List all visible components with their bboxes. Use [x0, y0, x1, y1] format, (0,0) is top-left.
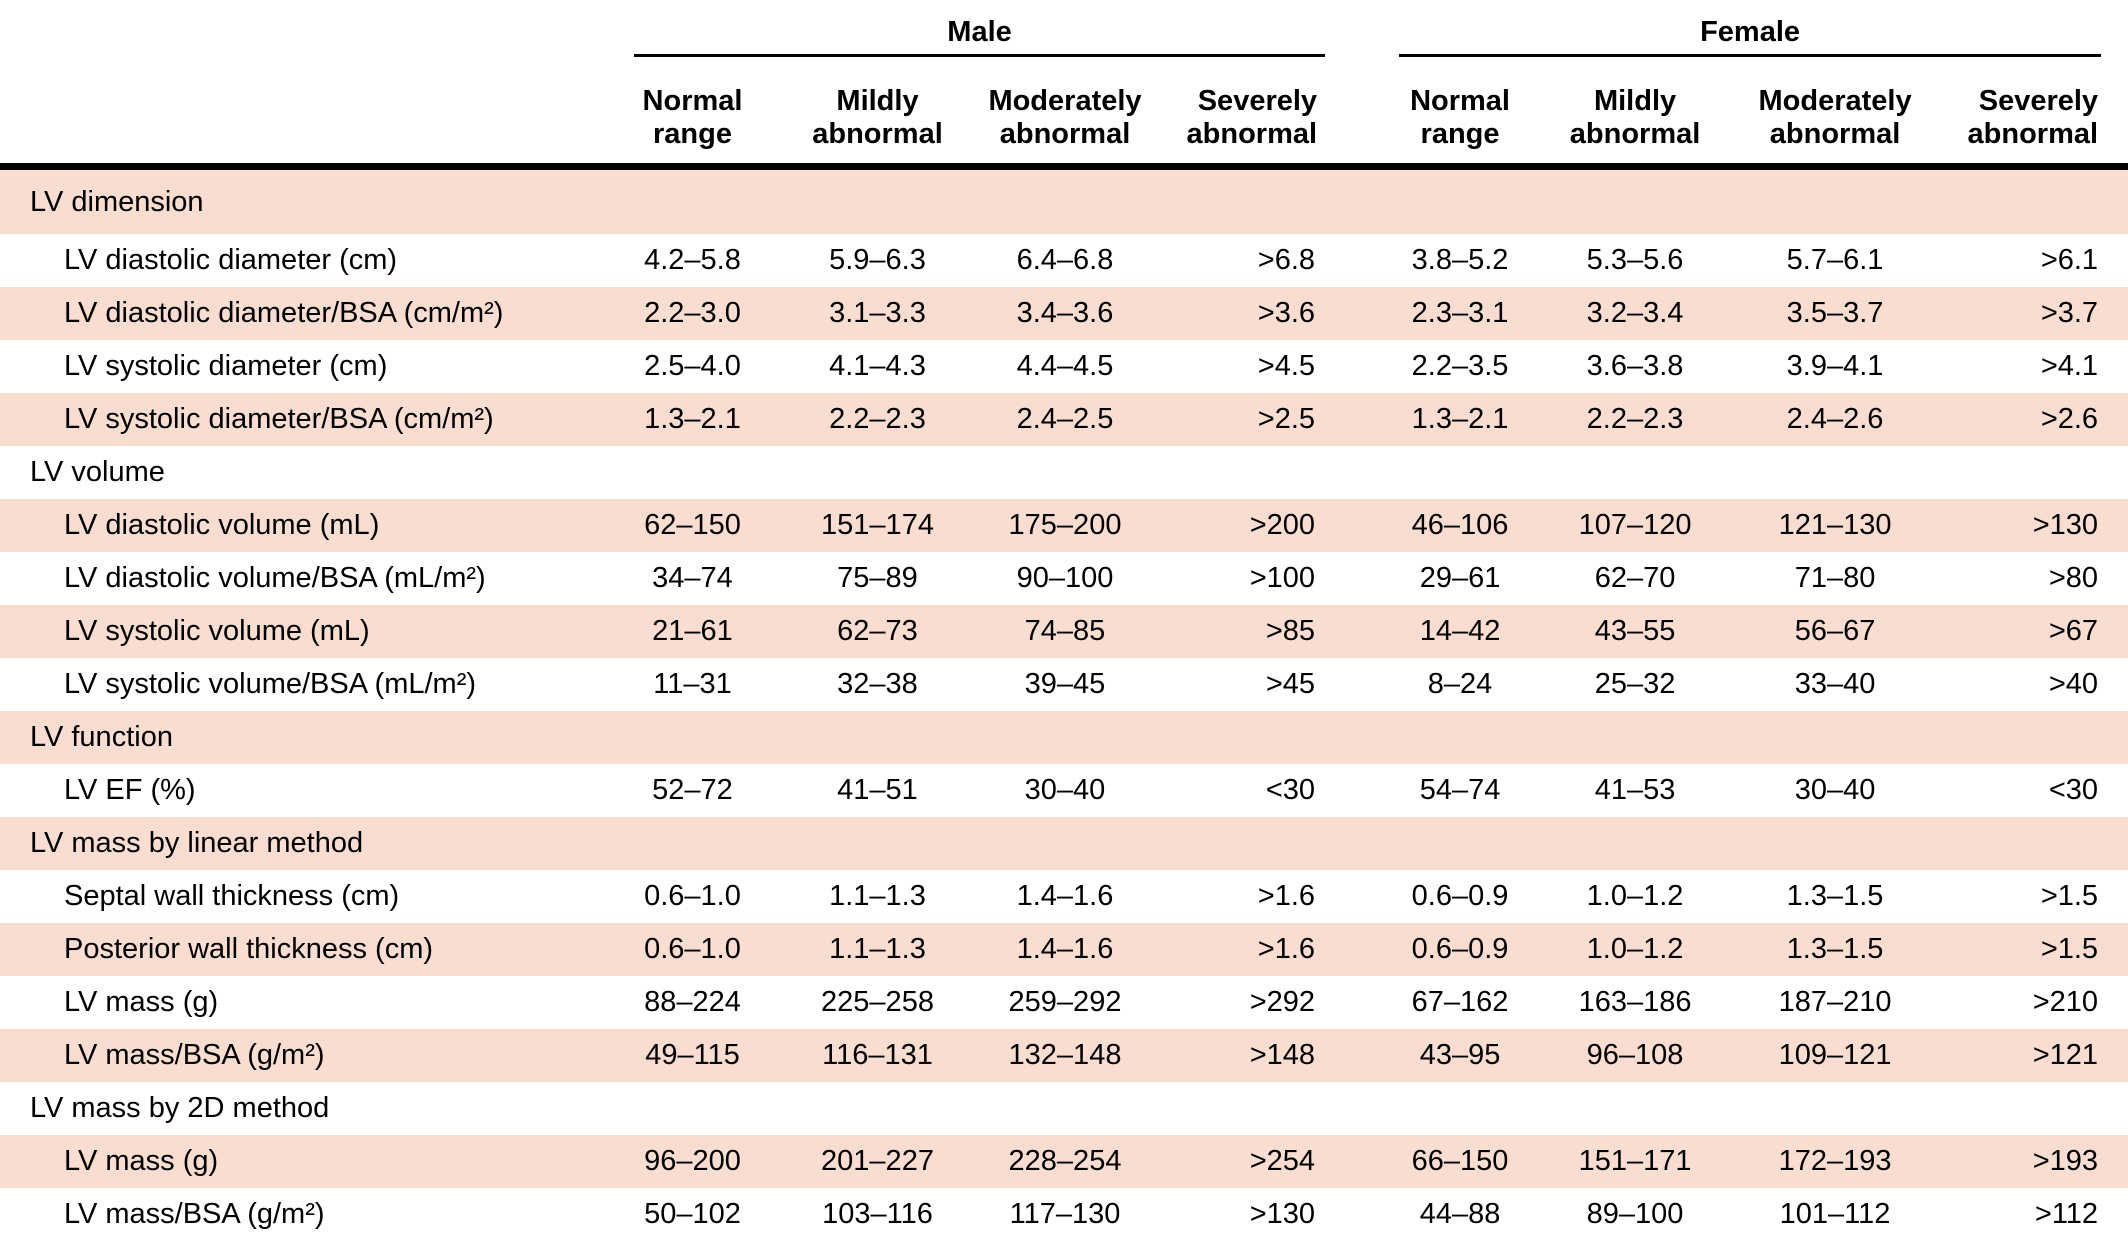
female-value-cell: 107–120	[1578, 509, 1692, 541]
group-header-row	[0, 0, 2128, 57]
male-value-cell: 225–258	[821, 986, 934, 1018]
female-value-cell: >112	[2034, 1198, 2099, 1230]
male-value-cell: >2.5	[1257, 403, 1316, 435]
male-value-cell: 4.2–5.8	[644, 244, 741, 276]
female-normal-range-header: Normal range	[1385, 57, 1535, 167]
female-value-cell: 5.3–5.6	[1586, 244, 1684, 276]
female-value-cell: 2.2–2.3	[1586, 403, 1684, 435]
male-mildly-abnormal-header: Mildly abnormal	[785, 57, 970, 167]
male-value-cell: 132–148	[1008, 1039, 1122, 1071]
table-header	[0, 0, 2128, 167]
column-group-male	[600, 0, 1325, 57]
male-value-cell: 50–102	[644, 1198, 741, 1230]
section-label: LV volume	[30, 456, 165, 488]
male-value-cell: 0.6–1.0	[644, 933, 741, 965]
row-label: LV diastolic diameter/BSA (cm/m²)	[64, 297, 504, 329]
row-gap	[1325, 923, 1385, 976]
table-row	[0, 499, 2128, 552]
male-value-cell: <30	[1265, 774, 1316, 806]
female-moderately-abnormal-header: Moderately abnormal	[1735, 57, 1935, 167]
male-value-cell: 11–31	[653, 668, 732, 700]
female-value-cell: 66–150	[1411, 1145, 1509, 1177]
male-value-cell: 3.1–3.3	[829, 297, 926, 329]
female-value-cell: >4.1	[2040, 350, 2099, 382]
row-label: LV systolic diameter/BSA (cm/m²)	[64, 403, 494, 435]
male-value-cell: 39–45	[1024, 668, 1106, 700]
table-row	[0, 870, 2128, 923]
row-gap	[1325, 764, 1385, 817]
row-label: LV systolic volume (mL)	[64, 615, 370, 647]
female-value-cell: 8–24	[1427, 668, 1493, 700]
row-gap	[1325, 393, 1385, 446]
male-value-cell: 32–38	[837, 668, 918, 700]
male-value-cell: >130	[1249, 1198, 1316, 1230]
row-gap	[1325, 1135, 1385, 1188]
male-value-cell: 117–130	[1009, 1198, 1121, 1230]
female-value-cell: >6.1	[2040, 244, 2099, 276]
male-value-cell: >45	[1265, 668, 1316, 700]
row-label: LV mass (g)	[64, 986, 219, 1018]
female-value-cell: 71–80	[1794, 562, 1876, 594]
female-value-cell: 44–88	[1419, 1198, 1501, 1230]
table-row	[0, 1135, 2128, 1188]
row-gap	[1325, 1029, 1385, 1082]
female-value-cell: 163–186	[1578, 986, 1692, 1018]
female-value-cell: 33–40	[1794, 668, 1876, 700]
male-value-cell: 2.2–3.0	[644, 297, 741, 329]
male-value-cell: 175–200	[1008, 509, 1122, 541]
male-value-cell: 90–100	[1016, 562, 1114, 594]
male-value-cell: 88–224	[644, 986, 741, 1018]
male-value-cell: 75–89	[837, 562, 918, 594]
male-value-cell: >6.8	[1257, 244, 1316, 276]
male-value-cell: >85	[1265, 615, 1316, 647]
female-value-cell: 109–121	[1778, 1039, 1892, 1071]
row-gap	[1325, 499, 1385, 552]
female-value-cell: >40	[2048, 668, 2099, 700]
table-row	[0, 393, 2128, 446]
column-header-row	[0, 57, 2128, 167]
male-value-cell: 4.4–4.5	[1016, 350, 1114, 382]
male-value-cell: 228–254	[1008, 1145, 1122, 1177]
row-gap	[1325, 552, 1385, 605]
female-value-cell: 1.3–1.5	[1786, 933, 1884, 965]
row-gap	[1325, 340, 1385, 393]
row-label: LV mass/BSA (g/m²)	[64, 1198, 325, 1230]
female-value-cell: >67	[2048, 615, 2099, 647]
female-value-cell: 2.3–3.1	[1411, 297, 1509, 329]
female-value-cell: 1.3–2.1	[1411, 403, 1509, 435]
female-value-cell: >210	[2032, 986, 2099, 1018]
male-value-cell: 34–74	[652, 562, 733, 594]
male-value-cell: >292	[1249, 986, 1316, 1018]
female-value-cell: 62–70	[1594, 562, 1676, 594]
male-value-cell: 2.4–2.5	[1016, 403, 1114, 435]
female-value-cell: 14–42	[1419, 615, 1501, 647]
table-row	[0, 764, 2128, 817]
male-value-cell: 41–51	[837, 774, 918, 806]
male-value-cell: >100	[1249, 562, 1316, 594]
section-header-row	[0, 711, 2128, 764]
row-label: LV diastolic volume (mL)	[64, 509, 380, 541]
female-value-cell: >193	[2032, 1145, 2099, 1177]
female-value-cell: 0.6–0.9	[1411, 880, 1509, 912]
section-header-row	[0, 817, 2128, 870]
female-value-cell: >2.6	[2040, 403, 2099, 435]
female-value-cell: 172–193	[1778, 1145, 1892, 1177]
female-value-cell: 43–55	[1594, 615, 1676, 647]
female-value-cell: 89–100	[1586, 1198, 1684, 1230]
table-row	[0, 234, 2128, 287]
row-gap	[1325, 870, 1385, 923]
female-value-cell: 25–32	[1594, 668, 1676, 700]
female-value-cell: 2.2–3.5	[1411, 350, 1509, 382]
table-row	[0, 658, 2128, 711]
row-gap	[1325, 1188, 1385, 1240]
row-label: Septal wall thickness (cm)	[64, 880, 400, 912]
male-value-cell: >4.5	[1257, 350, 1316, 382]
male-value-cell: 2.5–4.0	[644, 350, 741, 382]
female-value-cell: 121–130	[1778, 509, 1892, 541]
male-value-cell: 116–131	[822, 1039, 933, 1071]
female-value-cell: 1.3–1.5	[1786, 880, 1884, 912]
male-value-cell: >3.6	[1257, 297, 1316, 329]
male-value-cell: 4.1–4.3	[829, 350, 926, 382]
female-value-cell: 67–162	[1411, 986, 1509, 1018]
stub-subheader	[0, 57, 600, 167]
male-value-cell: 52–72	[652, 774, 733, 806]
row-gap	[1325, 976, 1385, 1029]
male-value-cell: 0.6–1.0	[644, 880, 741, 912]
male-value-cell: 3.4–3.6	[1016, 297, 1114, 329]
male-value-cell: 21–61	[652, 615, 733, 647]
stub-header	[0, 0, 600, 57]
table-row	[0, 340, 2128, 393]
table-row	[0, 976, 2128, 1029]
female-value-cell: 30–40	[1794, 774, 1876, 806]
female-value-cell: >130	[2032, 509, 2099, 541]
female-value-cell: 151–171	[1578, 1145, 1692, 1177]
male-value-cell: 151–174	[821, 509, 934, 541]
row-label: LV mass/BSA (g/m²)	[64, 1039, 325, 1071]
table-row	[0, 1188, 2128, 1240]
male-value-cell: 259–292	[1008, 986, 1122, 1018]
subheader-gap	[1325, 57, 1385, 167]
row-label: LV systolic volume/BSA (mL/m²)	[64, 668, 477, 700]
column-group-female	[1385, 0, 2128, 57]
female-value-cell: 3.9–4.1	[1786, 350, 1884, 382]
row-label: LV diastolic diameter (cm)	[64, 244, 398, 276]
male-value-cell: >1.6	[1257, 880, 1316, 912]
male-value-cell: >1.6	[1257, 933, 1316, 965]
female-value-cell: 3.6–3.8	[1586, 350, 1684, 382]
male-value-cell: >148	[1249, 1039, 1316, 1071]
female-value-cell: 3.5–3.7	[1786, 297, 1884, 329]
male-value-cell: 74–85	[1024, 615, 1106, 647]
table-row	[0, 552, 2128, 605]
female-value-cell: 56–67	[1794, 615, 1876, 647]
female-value-cell: 54–74	[1419, 774, 1501, 806]
row-gap	[1325, 234, 1385, 287]
female-value-cell: 3.8–5.2	[1411, 244, 1509, 276]
female-value-cell: >1.5	[2040, 933, 2099, 965]
male-group-label: Male	[634, 16, 1325, 57]
row-label: LV mass (g)	[64, 1145, 219, 1177]
male-value-cell: >254	[1249, 1145, 1316, 1177]
table-row	[0, 605, 2128, 658]
female-value-cell: >1.5	[2040, 880, 2099, 912]
male-value-cell: 201–227	[821, 1145, 934, 1177]
male-value-cell: 62–73	[837, 615, 918, 647]
male-normal-range-header: Normal range	[600, 57, 785, 167]
table-row	[0, 287, 2128, 340]
section-label: LV mass by 2D method	[30, 1092, 330, 1124]
male-value-cell: 1.4–1.6	[1016, 880, 1114, 912]
section-label: LV mass by linear method	[30, 827, 364, 859]
row-gap	[1325, 605, 1385, 658]
female-value-cell: 96–108	[1586, 1039, 1684, 1071]
male-value-cell: 1.1–1.3	[829, 880, 926, 912]
male-value-cell: 6.4–6.8	[1016, 244, 1114, 276]
row-label: LV systolic diameter (cm)	[64, 350, 388, 382]
female-group-label: Female	[1399, 16, 2101, 57]
row-gap	[1325, 287, 1385, 340]
female-value-cell: 43–95	[1419, 1039, 1501, 1071]
male-value-cell: 1.4–1.6	[1016, 933, 1114, 965]
male-severely-abnormal-header: Severely abnormal	[1160, 57, 1325, 167]
row-label: LV diastolic volume/BSA (mL/m²)	[64, 562, 486, 594]
female-value-cell: >80	[2048, 562, 2099, 594]
female-value-cell: 1.0–1.2	[1586, 933, 1684, 965]
male-value-cell: >200	[1249, 509, 1316, 541]
row-gap	[1325, 658, 1385, 711]
female-value-cell: 5.7–6.1	[1786, 244, 1884, 276]
male-value-cell: 49–115	[645, 1039, 740, 1071]
row-label: Posterior wall thickness (cm)	[64, 933, 434, 965]
female-severely-abnormal-header: Severely abnormal	[1935, 57, 2128, 167]
section-header-row	[0, 167, 2128, 235]
female-mildly-abnormal-header: Mildly abnormal	[1535, 57, 1735, 167]
male-value-cell: 62–150	[644, 509, 741, 541]
female-value-cell: 41–53	[1594, 774, 1676, 806]
female-value-cell: 46–106	[1411, 509, 1509, 541]
section-label: LV function	[30, 721, 173, 753]
section-header-row	[0, 1082, 2128, 1135]
female-value-cell: 29–61	[1419, 562, 1501, 594]
female-value-cell: >121	[2032, 1039, 2099, 1071]
female-value-cell: 3.2–3.4	[1586, 297, 1684, 329]
male-value-cell: 2.2–2.3	[829, 403, 926, 435]
table-row	[0, 923, 2128, 976]
female-value-cell: 2.4–2.6	[1786, 403, 1884, 435]
male-value-cell: 103–116	[822, 1198, 933, 1230]
female-value-cell: <30	[2048, 774, 2099, 806]
male-value-cell: 1.3–2.1	[644, 403, 741, 435]
table-row	[0, 1029, 2128, 1082]
male-value-cell: 96–200	[644, 1145, 741, 1177]
male-value-cell: 1.1–1.3	[829, 933, 926, 965]
female-value-cell: 1.0–1.2	[1586, 880, 1684, 912]
section-label: LV dimension	[30, 185, 204, 218]
group-gap	[1325, 0, 1385, 57]
female-value-cell: >3.7	[2040, 297, 2099, 329]
table-body	[0, 167, 2128, 1240]
male-value-cell: 5.9–6.3	[829, 244, 926, 276]
female-value-cell: 187–210	[1778, 986, 1892, 1018]
male-moderately-abnormal-header: Moderately abnormal	[970, 57, 1160, 167]
female-value-cell: 0.6–0.9	[1411, 933, 1509, 965]
female-value-cell: 101–112	[1779, 1198, 1891, 1230]
section-header-row	[0, 446, 2128, 499]
row-label: LV EF (%)	[64, 774, 196, 806]
male-value-cell: 30–40	[1024, 774, 1106, 806]
